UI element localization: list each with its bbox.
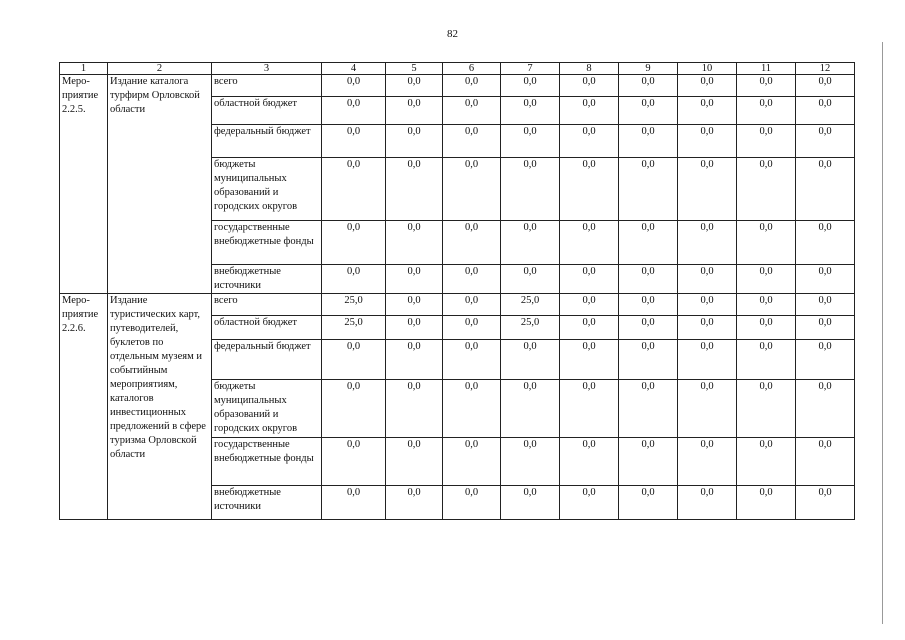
amount-cell: 0,0 — [501, 380, 560, 438]
amount-cell: 0,0 — [619, 125, 678, 158]
amount-cell: 0,0 — [560, 438, 619, 486]
amount-cell: 0,0 — [678, 265, 737, 294]
amount-cell: 25,0 — [501, 316, 560, 340]
amount-cell: 0,0 — [678, 97, 737, 125]
amount-cell: 0,0 — [796, 125, 855, 158]
amount-cell: 0,0 — [322, 340, 386, 380]
amount-cell: 25,0 — [322, 316, 386, 340]
amount-cell: 0,0 — [678, 294, 737, 316]
amount-cell: 0,0 — [560, 380, 619, 438]
page-number: 82 — [447, 28, 458, 40]
funding-source: федеральный бюджет — [212, 340, 322, 380]
funding-source: областной бюджет — [212, 97, 322, 125]
amount-cell: 0,0 — [443, 316, 501, 340]
amount-cell: 0,0 — [386, 340, 443, 380]
amount-cell: 0,0 — [443, 75, 501, 97]
activity-code: Меро- приятие 2.2.6. — [60, 294, 108, 520]
amount-cell: 0,0 — [619, 75, 678, 97]
amount-cell: 0,0 — [560, 158, 619, 221]
column-header: 1 — [60, 63, 108, 75]
amount-cell: 0,0 — [560, 125, 619, 158]
amount-cell: 0,0 — [619, 221, 678, 265]
amount-cell: 25,0 — [322, 294, 386, 316]
amount-cell: 0,0 — [678, 380, 737, 438]
amount-cell: 0,0 — [443, 125, 501, 158]
amount-cell: 0,0 — [322, 265, 386, 294]
column-header: 7 — [501, 63, 560, 75]
amount-cell: 0,0 — [386, 97, 443, 125]
amount-cell: 0,0 — [619, 380, 678, 438]
amount-cell: 0,0 — [796, 221, 855, 265]
funding-source: государственные внебюджетные фонды — [212, 438, 322, 486]
column-header: 3 — [212, 63, 322, 75]
amount-cell: 0,0 — [322, 125, 386, 158]
amount-cell: 0,0 — [560, 75, 619, 97]
amount-cell: 0,0 — [322, 380, 386, 438]
amount-cell: 0,0 — [619, 340, 678, 380]
funding-source: всего — [212, 294, 322, 316]
amount-cell: 0,0 — [443, 265, 501, 294]
amount-cell: 0,0 — [678, 438, 737, 486]
amount-cell: 0,0 — [501, 125, 560, 158]
amount-cell: 0,0 — [501, 97, 560, 125]
amount-cell: 0,0 — [737, 75, 796, 97]
amount-cell: 0,0 — [737, 158, 796, 221]
amount-cell: 0,0 — [737, 316, 796, 340]
amount-cell: 0,0 — [560, 221, 619, 265]
amount-cell: 0,0 — [386, 316, 443, 340]
amount-cell: 0,0 — [322, 438, 386, 486]
funding-source: областной бюджет — [212, 316, 322, 340]
amount-cell: 0,0 — [386, 486, 443, 520]
amount-cell: 0,0 — [796, 316, 855, 340]
amount-cell: 0,0 — [737, 380, 796, 438]
amount-cell: 0,0 — [386, 380, 443, 438]
amount-cell: 0,0 — [796, 340, 855, 380]
amount-cell: 0,0 — [386, 265, 443, 294]
amount-cell: 0,0 — [678, 340, 737, 380]
amount-cell: 0,0 — [386, 438, 443, 486]
amount-cell: 0,0 — [737, 340, 796, 380]
amount-cell: 0,0 — [501, 340, 560, 380]
amount-cell: 0,0 — [678, 221, 737, 265]
amount-cell: 0,0 — [443, 438, 501, 486]
budget-table — [59, 62, 855, 520]
amount-cell: 0,0 — [796, 75, 855, 97]
amount-cell: 0,0 — [678, 486, 737, 520]
amount-cell: 0,0 — [737, 221, 796, 265]
column-header: 4 — [322, 63, 386, 75]
table-row — [60, 294, 855, 316]
funding-source: федеральный бюджет — [212, 125, 322, 158]
amount-cell: 0,0 — [619, 294, 678, 316]
activity-title: Издание туристических карт, путеводителей, буклетов по отдельным музеям и событийным мероприятиям, каталогов инвестиционных предложений в сфере туризма Орловской области — [108, 294, 212, 520]
funding-source: внебюджетные источники — [212, 486, 322, 520]
amount-cell: 0,0 — [501, 158, 560, 221]
amount-cell: 0,0 — [619, 97, 678, 125]
amount-cell: 0,0 — [322, 158, 386, 221]
amount-cell: 0,0 — [678, 75, 737, 97]
activity-code: Меро- приятие 2.2.5. — [60, 75, 108, 294]
amount-cell: 0,0 — [501, 265, 560, 294]
funding-source: государственные внебюджетные фонды — [212, 221, 322, 265]
amount-cell: 0,0 — [560, 486, 619, 520]
amount-cell: 0,0 — [796, 380, 855, 438]
amount-cell: 0,0 — [737, 97, 796, 125]
amount-cell: 25,0 — [501, 294, 560, 316]
amount-cell: 0,0 — [737, 125, 796, 158]
column-header: 10 — [678, 63, 737, 75]
column-header: 9 — [619, 63, 678, 75]
amount-cell: 0,0 — [737, 265, 796, 294]
amount-cell: 0,0 — [560, 340, 619, 380]
amount-cell: 0,0 — [796, 97, 855, 125]
funding-source: внебюджетные источники — [212, 265, 322, 294]
amount-cell: 0,0 — [501, 486, 560, 520]
amount-cell: 0,0 — [619, 486, 678, 520]
amount-cell: 0,0 — [443, 221, 501, 265]
header-row — [60, 63, 855, 75]
column-header: 2 — [108, 63, 212, 75]
budget-table-body — [60, 63, 855, 520]
amount-cell: 0,0 — [443, 486, 501, 520]
amount-cell: 0,0 — [737, 486, 796, 520]
amount-cell: 0,0 — [678, 125, 737, 158]
amount-cell: 0,0 — [796, 158, 855, 221]
amount-cell: 0,0 — [619, 158, 678, 221]
amount-cell: 0,0 — [386, 75, 443, 97]
amount-cell: 0,0 — [322, 221, 386, 265]
amount-cell: 0,0 — [737, 294, 796, 316]
column-header: 5 — [386, 63, 443, 75]
amount-cell: 0,0 — [443, 380, 501, 438]
amount-cell: 0,0 — [560, 265, 619, 294]
funding-source: бюджеты муниципальных образований и городских округов — [212, 380, 322, 438]
amount-cell: 0,0 — [501, 438, 560, 486]
amount-cell: 0,0 — [322, 75, 386, 97]
amount-cell: 0,0 — [796, 486, 855, 520]
amount-cell: 0,0 — [443, 97, 501, 125]
amount-cell: 0,0 — [796, 438, 855, 486]
amount-cell: 0,0 — [560, 294, 619, 316]
amount-cell: 0,0 — [678, 158, 737, 221]
funding-source: всего — [212, 75, 322, 97]
amount-cell: 0,0 — [619, 438, 678, 486]
amount-cell: 0,0 — [322, 486, 386, 520]
amount-cell: 0,0 — [443, 340, 501, 380]
column-header: 8 — [560, 63, 619, 75]
amount-cell: 0,0 — [386, 158, 443, 221]
column-header: 11 — [737, 63, 796, 75]
activity-title: Издание каталога турфирм Орловской области — [108, 75, 212, 294]
amount-cell: 0,0 — [796, 294, 855, 316]
amount-cell: 0,0 — [560, 316, 619, 340]
table-row — [60, 75, 855, 97]
amount-cell: 0,0 — [501, 221, 560, 265]
amount-cell: 0,0 — [678, 316, 737, 340]
page-edge-line — [882, 42, 883, 624]
funding-source: бюджеты муниципальных образований и городских округов — [212, 158, 322, 221]
amount-cell: 0,0 — [322, 97, 386, 125]
amount-cell: 0,0 — [386, 221, 443, 265]
amount-cell: 0,0 — [501, 75, 560, 97]
amount-cell: 0,0 — [560, 97, 619, 125]
amount-cell: 0,0 — [796, 265, 855, 294]
column-header: 6 — [443, 63, 501, 75]
amount-cell: 0,0 — [386, 294, 443, 316]
amount-cell: 0,0 — [737, 438, 796, 486]
amount-cell: 0,0 — [619, 316, 678, 340]
amount-cell: 0,0 — [386, 125, 443, 158]
amount-cell: 0,0 — [619, 265, 678, 294]
amount-cell: 0,0 — [443, 294, 501, 316]
column-header: 12 — [796, 63, 855, 75]
amount-cell: 0,0 — [443, 158, 501, 221]
